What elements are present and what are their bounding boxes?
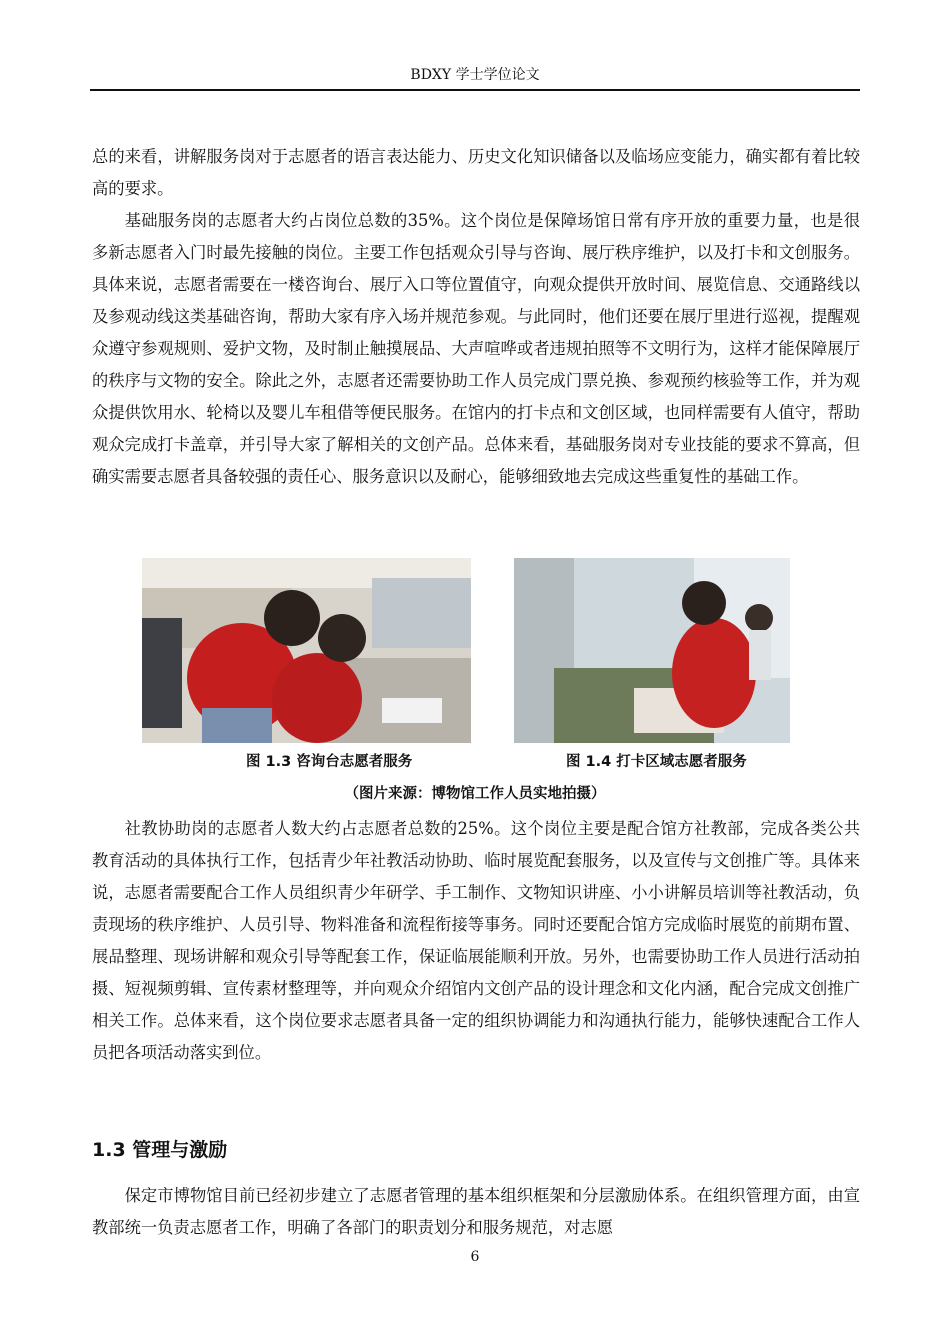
figure-1-4-caption: 图 1.4 打卡区域志愿者服务: [566, 754, 747, 770]
figure-source-note: （图片来源：博物馆工作人员实地拍摄）: [344, 786, 606, 802]
checkin-area-photo: [514, 558, 790, 743]
figure-consultation-desk-photo: [142, 558, 471, 743]
page-header: BDXY 学士学位论文: [90, 64, 860, 91]
consultation-desk-photo: [142, 558, 471, 743]
figure-checkin-area-photo: [514, 558, 790, 743]
figure-1-3-caption: 图 1.3 咨询台志愿者服务: [246, 754, 413, 770]
paragraph-2: 基础服务岗的志愿者大约占岗位总数的35%。这个岗位是保障场馆日常有序开放的重要力量，也是很多新志愿者入门时最先接触的岗位。主要工作包括观众引导与咨询、展厅秩序维护，以及打卡和文创服务。具体来说，志愿者需要在一楼咨询台、展厅入口等位置值守，向观众提供开放时间、展览信息、交通路线以及参观动线这类基础咨询，帮助大家有序入场并规范参观。与此同时，他们还要在展厅里进行巡视，提醒观众遵守参观规则、爱护文物，及时制止触摸展品、大声喧哗或者违规拍照等不文明行为，这样才能保障展厅的秩序与文物的安全。除此之外，志愿者还需要协助工作人员完成门票兑换、参观预约核验等工作，并为观众提供饮用水、轮椅以及婴儿车租借等便民服务。在馆内的打卡点和文创区域，也同样需要有人值守，帮助观众完成打卡盖章，并引导大家了解相关的文创产品。总体来看，基础服务岗对专业技能的要求不算高，但确实需要志愿者具备较强的责任心、服务意识以及耐心，能够细致地去完成这些重复性的基础工作。: [92, 211, 860, 486]
paragraph-1: 总的来看，讲解服务岗对于志愿者的语言表达能力、历史文化知识储备以及临场应变能力，确实都有着比较高的要求。: [92, 147, 860, 198]
paragraph-3: 社教协助岗的志愿者人数大约占志愿者总数的25%。这个岗位主要是配合馆方社教部，完成各类公共教育活动的具体执行工作，包括青少年社教活动协助、临时展览配套服务，以及宣传与文创推广等。具体来说，志愿者需要配合工作人员组织青少年研学、手工制作、文物知识讲座、小小讲解员培训等社教活动，负责现场的秩序维护、人员引导、物料准备和流程衔接等事务。同时还要配合馆方完成临时展览的前期布置、展品整理、现场讲解和观众引导等配套工作，保证临展能顺利开放。另外，也需要协助工作人员进行活动拍摄、短视频剪辑、宣传素材整理等，并向观众介绍馆内文创产品的设计理念和文化内涵，配合完成文创推广相关工作。总体来看，这个岗位要求志愿者具备一定的组织协调能力和沟通执行能力，能够快速配合工作人员把各项活动落实到位。: [92, 819, 860, 1062]
section-heading: 1.3 管理与激励: [92, 1139, 228, 1161]
page-number: 6: [470, 1249, 480, 1265]
paragraph-4: 保定市博物馆目前已经初步建立了志愿者管理的基本组织框架和分层激励体系。在组织管理方面，由宣教部统一负责志愿者工作，明确了各部门的职责划分和服务规范，对志愿: [92, 1186, 860, 1237]
